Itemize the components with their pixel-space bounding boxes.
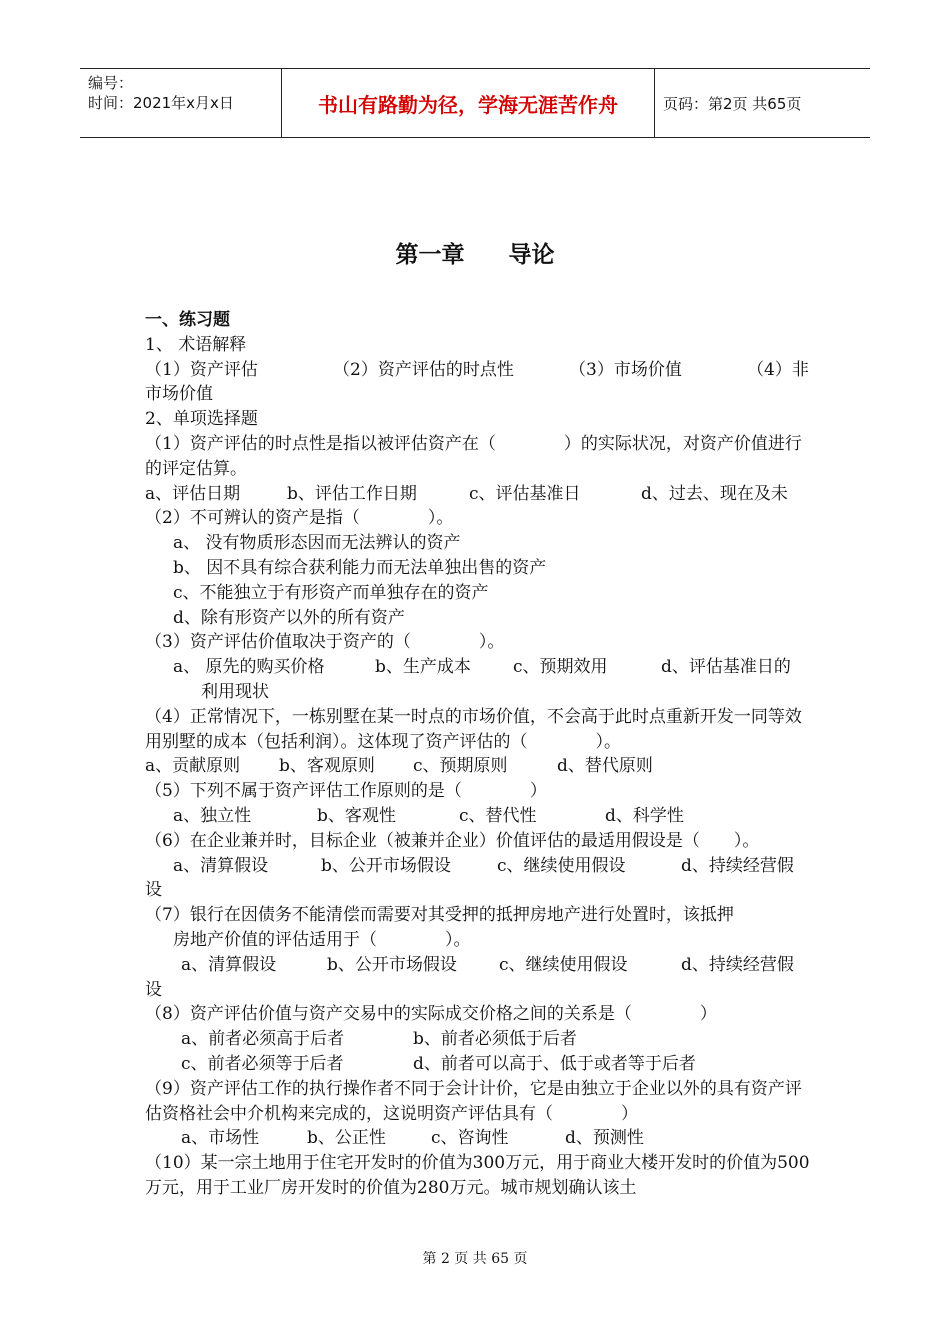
term-1: （1）资产评估 — [145, 359, 258, 380]
header-meta — [80, 69, 282, 137]
term-2: （2）资产评估的时点性 — [333, 359, 514, 380]
section-title: 一、练习题 — [145, 310, 230, 330]
option-d: d、持续经营假 — [681, 954, 794, 975]
option-a: a、清算假设 — [181, 954, 277, 975]
option-b: b、公正性 — [307, 1128, 386, 1149]
q2-title: 2、单项选择题 — [145, 409, 258, 430]
option-d: d、替代原则 — [557, 756, 653, 777]
option-c: c、继续使用假设 — [497, 855, 626, 876]
question-2-option-c: c、不能独立于有形资产而单独存在的资产 — [173, 582, 489, 603]
chapter-title — [0, 236, 950, 269]
option-d: d、过去、现在及未 — [641, 483, 788, 504]
question-1: （1）资产评估的时点性是指以被评估资产在（ ）的实际状况，对资产价值进行的评定估算。 — [145, 433, 802, 479]
option-a: a、评估日期 — [145, 483, 241, 504]
option-c: c、替代性 — [459, 805, 537, 826]
option-a: a、市场性 — [181, 1128, 260, 1149]
term-4: （4）非 — [747, 359, 809, 380]
question-9: （9）资产评估工作的执行操作者不同于会计计价，它是由独立于企业以外的具有资产评估资格社会中介机构来完成的，这说明资产评估具有（ ） — [145, 1078, 802, 1124]
q1-continuation: 市场价值 — [145, 384, 213, 405]
question-5-options — [145, 804, 813, 829]
question-4: （4）正常情况下，一栋别墅在某一时点的市场价值，不会高于此时点重新开发一同等效用别墅的成本（包括利润）。这体现了资产评估的（ ）。 — [145, 706, 802, 752]
option-c: c、预期原则 — [413, 756, 508, 777]
option-a: a、前者必须高于后者 — [181, 1029, 345, 1050]
q1-title: 1、 术语解释 — [145, 334, 247, 355]
page-footer: 第 2 页 共 65 页 — [422, 1251, 528, 1267]
question-3-continuation: 利用现状 — [201, 681, 269, 702]
q1-terms — [145, 358, 813, 383]
question-8: （8）资产评估价值与资产交易中的实际成交价格之间的关系是（ ） — [145, 1004, 717, 1025]
option-c: c、评估基准日 — [469, 483, 581, 504]
option-d: d、前者可以高于、低于或者等于后者 — [413, 1053, 696, 1074]
question-6: （6）在企业兼并时，目标企业（被兼并企业）价值评估的最适用假设是（ ）。 — [145, 830, 760, 851]
option-c: c、咨询性 — [431, 1128, 509, 1149]
option-b: b、客观原则 — [279, 756, 375, 777]
option-b: b、公开市场假设 — [321, 855, 451, 876]
option-a: a、 原先的购买价格 — [173, 657, 325, 678]
option-c: c、继续使用假设 — [499, 954, 628, 975]
option-d: d、持续经营假 — [681, 855, 794, 876]
option-a: a、独立性 — [173, 805, 252, 826]
question-6-continuation: 设 — [145, 880, 162, 901]
term-3: （3）市场价值 — [569, 359, 682, 380]
option-b: b、前者必须低于后者 — [413, 1029, 577, 1050]
option-b: b、生产成本 — [375, 657, 471, 678]
question-3: （3）资产评估价值取决于资产的（ ）。 — [145, 632, 505, 653]
option-a: a、清算假设 — [173, 855, 269, 876]
question-10: （10）某一宗土地用于住宅开发时的价值为300万元，用于商业大楼开发时的价值为500万元，用于工业厂房开发时的价值为280万元。城市规划确认该土 — [145, 1153, 810, 1198]
question-7-line-1: （7）银行在因债务不能清偿而需要对其受押的抵押房地产进行处置时，该抵押 — [145, 905, 734, 926]
question-9-options — [145, 1126, 813, 1151]
question-5: （5）下列不属于资产评估工作原则的是（ ） — [145, 781, 547, 802]
question-1-options — [145, 482, 813, 507]
option-a: a、贡献原则 — [145, 756, 241, 777]
page-header — [80, 68, 870, 138]
question-2: （2）不可辨认的资产是指（ ）。 — [145, 508, 454, 529]
exercise-body — [145, 308, 813, 1201]
option-d: d、预测性 — [565, 1128, 644, 1149]
question-7-options — [145, 953, 813, 978]
question-2-option-a: a、 没有物质形态因而无法辨认的资产 — [173, 533, 461, 554]
question-3-options — [145, 655, 813, 680]
header-motto: 书山有路勤为径，学海无涯苦作舟 — [282, 69, 655, 137]
option-b: b、公开市场假设 — [327, 954, 457, 975]
question-2-option-d: d、除有形资产以外的所有资产 — [173, 607, 405, 628]
question-2-option-b: b、 因不具有综合获利能力而无法单独出售的资产 — [173, 557, 547, 578]
question-8-options-cd — [145, 1052, 813, 1077]
date-line: 时间：2021年x月x日 — [88, 94, 234, 112]
option-b: b、评估工作日期 — [287, 483, 417, 504]
question-7-continuation: 设 — [145, 979, 162, 1000]
question-4-options — [145, 754, 813, 779]
chapter-number: 第一章 — [395, 242, 465, 268]
option-b: b、客观性 — [317, 805, 396, 826]
question-8-options-ab — [145, 1027, 813, 1052]
question-6-options — [145, 854, 813, 879]
option-d: d、科学性 — [605, 805, 684, 826]
header-page-info: 页码：第2页 共65页 — [663, 94, 802, 113]
question-7-line-2: 房地产价值的评估适用于（ ）。 — [173, 929, 471, 950]
number-label: 编号： — [88, 74, 134, 92]
option-c: c、前者必须等于后者 — [181, 1053, 344, 1074]
option-d: d、评估基准日的 — [661, 657, 791, 678]
chapter-name: 导论 — [508, 242, 555, 268]
option-c: c、预期效用 — [513, 657, 608, 678]
